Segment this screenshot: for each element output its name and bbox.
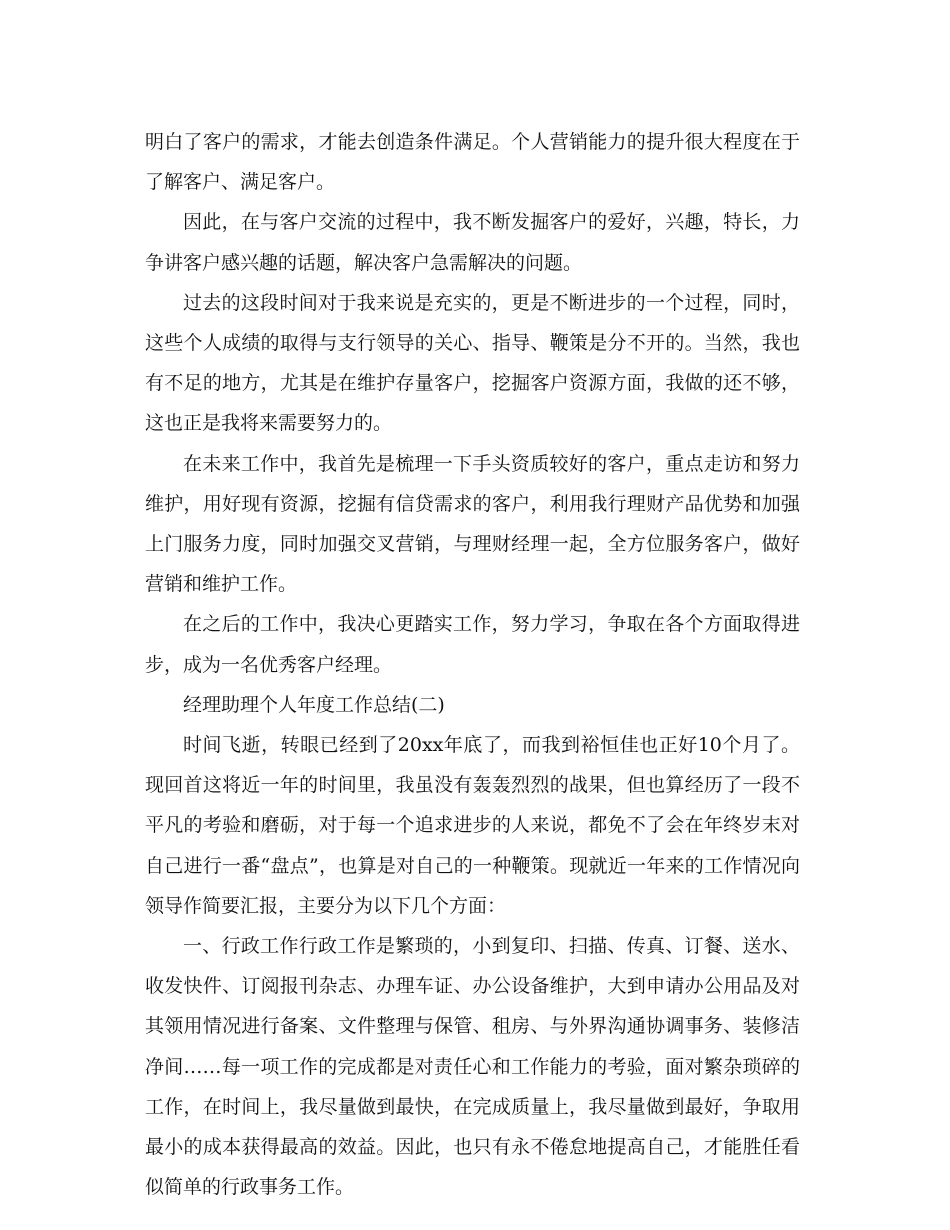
paragraph: 明白了客户的需求，才能去创造条件满足。个人营销能力的提升很大程度在于了解客户、满足客户。 bbox=[145, 131, 800, 194]
paragraph: 过去的这段时间对于我来说是充实的，更是不断进步的一个过程，同时，这些个人成绩的取得与支行领导的关心、指导、鞭策是分不开的。当然，我也有不足的地方，尤其是在维护存量客户，挖掘客户资源方面，我做的还不够，这也正是我将来需要努力的。 bbox=[145, 291, 800, 435]
paragraph: 时间飞逝，转眼已经到了20xx年底了，而我到裕恒佳也正好10个月了。现回首这将近一年的时间里，我虽没有轰轰烈烈的战果，但也算经历了一段不平凡的考验和磨砺，对于每一个追求进步的人来说，都免不了会在年终岁末对自己进行一番“盘点”，也算是对自己的一种鞭策。现就近一年来的工作情况向领导作简要汇报，主要分为以下几个方面： bbox=[145, 734, 800, 917]
paragraph: 在未来工作中，我首先是梳理一下手头资质较好的客户，重点走访和努力维护，用好现有资源，挖掘有信贷需求的客户，利用我行理财产品优势和加强上门服务力度，同时加强交叉营销，与理财经理一起，全方位服务客户，做好营销和维护工作。 bbox=[145, 452, 800, 596]
paragraph: 因此，在与客户交流的过程中，我不断发掘客户的爱好，兴趣，特长，力争讲客户感兴趣的话题，解决客户急需解决的问题。 bbox=[145, 211, 800, 274]
paragraph: 一、行政工作行政工作是繁琐的，小到复印、扫描、传真、订餐、送水、收发快件、订阅报刊杂志、办理车证、办公设备维护，大到申请办公用品及对其领用情况进行备案、文件整理与保管、租房、与外界沟通协调事务、装修洁净间……每一项工作的完成都是对责任心和工作能力的考验，面对繁杂琐碎的工作，在时间上，我尽量做到最快，在完成质量上，我尽量做到最好，争取用最小的成本获得最高的效益。因此，也只有永不倦怠地提高自己，才能胜任看似简单的行政事务工作。 bbox=[145, 935, 800, 1199]
section-heading: 经理助理个人年度工作总结(二) bbox=[183, 693, 445, 716]
document-page bbox=[145, 122, 800, 1207]
paragraph: 在之后的工作中，我决心更踏实工作，努力学习，争取在各个方面取得进步，成为一名优秀客户经理。 bbox=[145, 613, 800, 676]
